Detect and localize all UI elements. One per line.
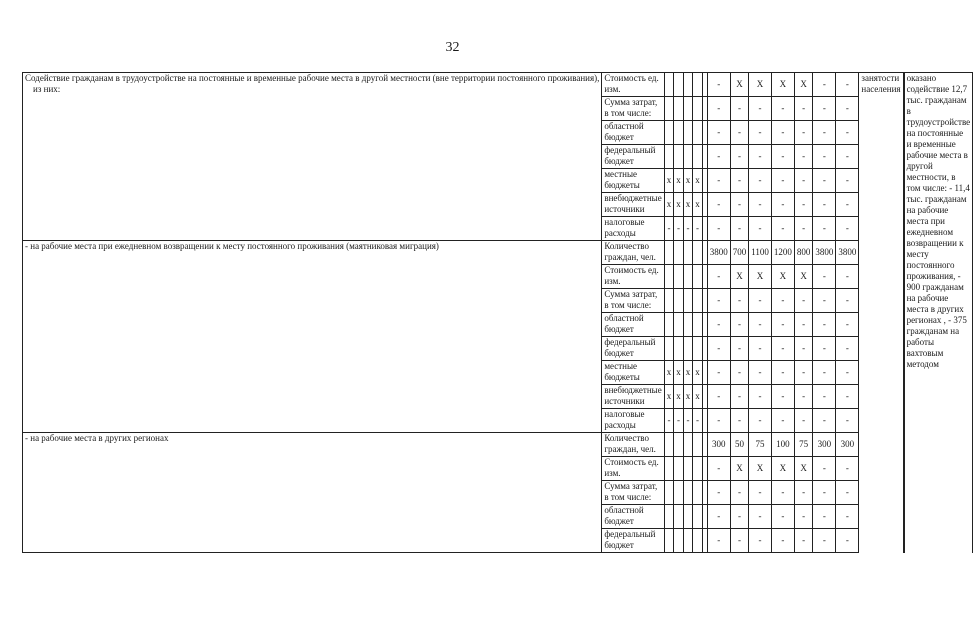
source-mark-cell <box>674 73 684 97</box>
source-mark-cell: х <box>674 169 684 193</box>
source-mark-cell <box>693 481 703 505</box>
value-cell: - <box>749 385 772 409</box>
page-number: 32 <box>445 40 460 55</box>
value-cell: Х <box>771 73 794 97</box>
value-cell: - <box>771 409 794 433</box>
value-cell: - <box>813 361 836 385</box>
source-mark-cell <box>664 529 674 553</box>
value-cell: - <box>794 409 813 433</box>
value-cell: - <box>707 289 730 313</box>
source-mark-cell <box>693 457 703 481</box>
value-cell: Х <box>749 73 772 97</box>
value-cell: - <box>836 193 859 217</box>
value-cell: - <box>707 337 730 361</box>
measure-label-text: - на рабочие места в других регионах <box>25 433 169 443</box>
source-mark-cell <box>683 73 693 97</box>
value-cell: - <box>794 505 813 529</box>
value-cell: - <box>730 289 749 313</box>
trailing-cell <box>973 73 977 553</box>
value-cell: - <box>707 265 730 289</box>
value-cell: - <box>707 481 730 505</box>
source-mark-cell <box>683 313 693 337</box>
value-cell: - <box>794 145 813 169</box>
source-mark-cell: - <box>674 217 684 241</box>
value-cell: - <box>749 313 772 337</box>
table-row <box>23 433 977 457</box>
value-cell: - <box>749 505 772 529</box>
source-mark-cell <box>693 289 703 313</box>
source-mark-cell <box>674 241 684 265</box>
value-cell: - <box>771 169 794 193</box>
source-mark-cell <box>664 145 674 169</box>
value-cell: - <box>836 289 859 313</box>
source-mark-cell: - <box>683 217 693 241</box>
indicator-label: федеральный бюджет <box>602 529 664 553</box>
value-cell: - <box>771 481 794 505</box>
value-cell: - <box>794 289 813 313</box>
value-cell: Х <box>771 457 794 481</box>
measure-label-tail: из них: <box>33 84 61 94</box>
value-cell: - <box>707 193 730 217</box>
value-cell: Х <box>794 265 813 289</box>
source-mark-cell: х <box>693 193 703 217</box>
value-cell: - <box>836 337 859 361</box>
source-mark-cell <box>664 97 674 121</box>
indicator-label: Сумма затрат, в том числе: <box>602 481 664 505</box>
source-mark-cell <box>674 433 684 457</box>
value-cell: - <box>749 361 772 385</box>
source-mark-cell: - <box>674 409 684 433</box>
source-mark-cell: х <box>664 361 674 385</box>
value-cell: - <box>794 529 813 553</box>
value-cell: - <box>813 97 836 121</box>
value-cell: - <box>749 145 772 169</box>
source-mark-cell: - <box>664 409 674 433</box>
value-cell: - <box>836 217 859 241</box>
value-cell: - <box>813 121 836 145</box>
source-mark-cell: х <box>674 361 684 385</box>
value-cell: - <box>836 313 859 337</box>
source-mark-cell <box>683 241 693 265</box>
value-cell: 3800 <box>813 241 836 265</box>
value-cell: - <box>813 193 836 217</box>
source-mark-cell: х <box>693 169 703 193</box>
value-cell: - <box>794 313 813 337</box>
source-mark-cell: х <box>693 361 703 385</box>
source-mark-cell: х <box>683 193 693 217</box>
source-mark-cell <box>664 313 674 337</box>
value-cell: - <box>813 409 836 433</box>
value-cell: - <box>771 145 794 169</box>
source-mark-cell: х <box>683 385 693 409</box>
source-mark-cell: х <box>683 169 693 193</box>
source-mark-cell <box>674 505 684 529</box>
value-cell: - <box>730 481 749 505</box>
source-mark-cell <box>664 505 674 529</box>
value-cell: - <box>836 73 859 97</box>
source-mark-cell <box>693 241 703 265</box>
value-cell: - <box>771 289 794 313</box>
value-cell: - <box>771 97 794 121</box>
value-cell: - <box>813 457 836 481</box>
source-mark-cell: - <box>693 217 703 241</box>
value-cell: - <box>749 217 772 241</box>
value-cell: - <box>794 217 813 241</box>
value-cell: - <box>730 193 749 217</box>
value-cell: - <box>707 97 730 121</box>
value-cell: - <box>730 217 749 241</box>
value-cell: - <box>707 529 730 553</box>
value-cell: Х <box>749 265 772 289</box>
value-cell: - <box>730 505 749 529</box>
source-mark-cell <box>683 121 693 145</box>
value-cell: - <box>707 73 730 97</box>
value-cell: - <box>813 385 836 409</box>
source-mark-cell <box>674 313 684 337</box>
source-mark-cell: х <box>674 385 684 409</box>
source-mark-cell <box>674 529 684 553</box>
value-cell: - <box>836 361 859 385</box>
indicator-label: налоговые расходы <box>602 217 664 241</box>
indicator-label: федеральный бюджет <box>602 145 664 169</box>
source-mark-cell: х <box>693 385 703 409</box>
value-cell: - <box>749 289 772 313</box>
indicator-label: областной бюджет <box>602 121 664 145</box>
value-cell: - <box>771 121 794 145</box>
source-mark-cell <box>664 481 674 505</box>
source-mark-cell: х <box>674 193 684 217</box>
value-cell: - <box>794 337 813 361</box>
result-cell: оказано содействие 12,7 тыс. гражданам в трудоустройстве на постоянные и временные рабочие места в другой местности, в том числе: - 11,4 тыс. гражданам на рабочие места при ежедневном возвращении к месту постоянного проживания, - 900 гражданам на рабочие места в других регионах , - 375 гражданам на работы вахтовым методом <box>904 73 973 553</box>
value-cell: - <box>813 337 836 361</box>
value-cell: - <box>794 121 813 145</box>
indicator-label: Стоимость ед. изм. <box>602 457 664 481</box>
source-mark-cell <box>693 313 703 337</box>
value-cell: - <box>707 169 730 193</box>
value-cell: - <box>771 193 794 217</box>
value-cell: - <box>794 97 813 121</box>
value-cell: - <box>794 361 813 385</box>
value-cell: - <box>836 457 859 481</box>
source-mark-cell: х <box>664 169 674 193</box>
value-cell: Х <box>730 265 749 289</box>
source-mark-cell <box>683 145 693 169</box>
source-mark-cell <box>683 457 693 481</box>
source-mark-cell <box>664 337 674 361</box>
value-cell: - <box>707 313 730 337</box>
value-cell: - <box>771 313 794 337</box>
value-cell: 1200 <box>771 241 794 265</box>
value-cell: - <box>730 313 749 337</box>
table-row <box>23 241 977 265</box>
source-mark-cell: - <box>683 409 693 433</box>
indicator-label: Количество граждан, чел. <box>602 241 664 265</box>
value-cell: - <box>771 505 794 529</box>
indicator-label: федеральный бюджет <box>602 337 664 361</box>
source-mark-cell <box>693 145 703 169</box>
value-cell: 800 <box>794 241 813 265</box>
source-mark-cell: х <box>683 361 693 385</box>
value-cell: - <box>707 145 730 169</box>
measure-label-text: Содействие гражданам в трудоустройстве на постоянные и временные рабочие места в другой местности (вне территории постоянного проживания), <box>25 73 600 83</box>
source-mark-cell <box>664 457 674 481</box>
value-cell: - <box>813 529 836 553</box>
value-cell: - <box>836 409 859 433</box>
value-cell: - <box>836 385 859 409</box>
value-cell: - <box>749 121 772 145</box>
value-cell: 300 <box>836 433 859 457</box>
value-cell: Х <box>794 73 813 97</box>
value-cell: - <box>707 505 730 529</box>
value-cell: - <box>749 193 772 217</box>
value-cell: - <box>771 361 794 385</box>
measure-label <box>23 433 602 553</box>
source-mark-cell: х <box>664 385 674 409</box>
value-cell: 100 <box>771 433 794 457</box>
source-mark-cell <box>693 337 703 361</box>
value-cell: Х <box>749 457 772 481</box>
indicator-label: налоговые расходы <box>602 409 664 433</box>
value-cell: - <box>730 169 749 193</box>
indicator-label: областной бюджет <box>602 505 664 529</box>
value-cell: - <box>707 457 730 481</box>
source-mark-cell <box>693 529 703 553</box>
source-mark-cell <box>683 433 693 457</box>
source-mark-cell <box>693 97 703 121</box>
source-mark-cell <box>664 121 674 145</box>
measure-label <box>23 241 602 433</box>
source-mark-cell <box>674 121 684 145</box>
source-mark-cell <box>683 289 693 313</box>
value-cell: 700 <box>730 241 749 265</box>
value-cell: - <box>813 313 836 337</box>
value-cell: 300 <box>813 433 836 457</box>
value-cell: - <box>707 409 730 433</box>
measure-label <box>23 73 602 241</box>
value-cell: - <box>749 409 772 433</box>
value-cell: - <box>794 193 813 217</box>
value-cell: - <box>794 481 813 505</box>
source-mark-cell <box>683 97 693 121</box>
source-mark-cell: - <box>664 217 674 241</box>
value-cell: 1100 <box>749 241 772 265</box>
value-cell: - <box>813 289 836 313</box>
source-mark-cell <box>664 241 674 265</box>
value-cell: - <box>836 121 859 145</box>
value-cell: - <box>836 145 859 169</box>
source-mark-cell: х <box>664 193 674 217</box>
value-cell: - <box>794 385 813 409</box>
value-cell: - <box>813 505 836 529</box>
indicator-label: местные бюджеты <box>602 361 664 385</box>
value-cell: - <box>813 265 836 289</box>
value-cell: - <box>836 529 859 553</box>
value-cell: - <box>771 385 794 409</box>
source-mark-cell <box>664 265 674 289</box>
value-cell: - <box>836 481 859 505</box>
source-mark-cell <box>674 289 684 313</box>
value-cell: - <box>813 145 836 169</box>
source-mark-cell <box>693 265 703 289</box>
value-cell: - <box>707 121 730 145</box>
value-cell: - <box>771 337 794 361</box>
source-mark-cell <box>683 481 693 505</box>
value-cell: 75 <box>749 433 772 457</box>
indicator-label: областной бюджет <box>602 313 664 337</box>
value-cell: - <box>749 337 772 361</box>
source-mark-cell <box>674 265 684 289</box>
value-cell: - <box>813 169 836 193</box>
source-mark-cell <box>693 121 703 145</box>
source-mark-cell <box>693 433 703 457</box>
source-mark-cell <box>674 337 684 361</box>
value-cell: - <box>730 121 749 145</box>
measures-table <box>22 72 977 553</box>
source-mark-cell <box>693 505 703 529</box>
source-mark-cell <box>683 337 693 361</box>
source-mark-cell <box>683 529 693 553</box>
source-mark-cell <box>674 97 684 121</box>
value-cell: - <box>730 145 749 169</box>
executor-cell: занятости населения <box>859 73 903 553</box>
value-cell: - <box>771 217 794 241</box>
value-cell: - <box>749 97 772 121</box>
source-mark-cell <box>664 289 674 313</box>
value-cell: Х <box>730 457 749 481</box>
value-cell: - <box>749 529 772 553</box>
source-mark-cell <box>693 73 703 97</box>
indicator-label: внебюджетные источники <box>602 193 664 217</box>
value-cell: - <box>730 97 749 121</box>
indicator-label: Стоимость ед. изм. <box>602 73 664 97</box>
value-cell: - <box>836 97 859 121</box>
value-cell: - <box>730 409 749 433</box>
value-cell: - <box>730 385 749 409</box>
value-cell: 75 <box>794 433 813 457</box>
source-mark-cell <box>683 265 693 289</box>
value-cell: 3800 <box>707 241 730 265</box>
value-cell: Х <box>730 73 749 97</box>
source-mark-cell <box>674 457 684 481</box>
value-cell: 3800 <box>836 241 859 265</box>
value-cell: - <box>707 385 730 409</box>
indicator-label: Сумма затрат, в том числе: <box>602 289 664 313</box>
value-cell: - <box>749 169 772 193</box>
value-cell: - <box>730 337 749 361</box>
value-cell: - <box>771 529 794 553</box>
value-cell: - <box>794 169 813 193</box>
value-cell: - <box>730 361 749 385</box>
value-cell: - <box>707 361 730 385</box>
measure-label-text: - на рабочие места при ежедневном возвращении к месту постоянного проживания (маятниковая миграция) <box>25 241 439 251</box>
value-cell: - <box>836 505 859 529</box>
value-cell: - <box>813 73 836 97</box>
source-mark-cell <box>674 145 684 169</box>
value-cell: - <box>749 481 772 505</box>
value-cell: Х <box>771 265 794 289</box>
source-mark-cell <box>683 505 693 529</box>
source-mark-cell: - <box>693 409 703 433</box>
value-cell: - <box>813 217 836 241</box>
value-cell: - <box>836 265 859 289</box>
value-cell: - <box>707 217 730 241</box>
value-cell: - <box>836 169 859 193</box>
source-mark-cell <box>674 481 684 505</box>
source-mark-cell <box>664 433 674 457</box>
value-cell: - <box>813 481 836 505</box>
table-row <box>23 73 977 97</box>
value-cell: 50 <box>730 433 749 457</box>
indicator-label: внебюджетные источники <box>602 385 664 409</box>
indicator-label: Количество граждан, чел. <box>602 433 664 457</box>
value-cell: 300 <box>707 433 730 457</box>
source-mark-cell <box>664 73 674 97</box>
indicator-label: Сумма затрат, в том числе: <box>602 97 664 121</box>
value-cell: Х <box>794 457 813 481</box>
indicator-label: местные бюджеты <box>602 169 664 193</box>
indicator-label: Стоимость ед. изм. <box>602 265 664 289</box>
value-cell: - <box>730 529 749 553</box>
